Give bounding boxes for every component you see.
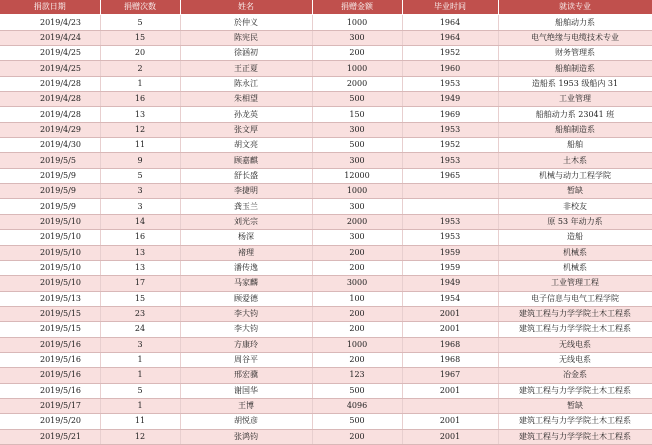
cell-grad-year: 1949 xyxy=(402,92,498,107)
cell-count: 23 xyxy=(100,306,180,321)
cell-date: 2019/5/16 xyxy=(0,383,100,398)
cell-date: 2019/4/29 xyxy=(0,122,100,137)
cell-count: 17 xyxy=(100,276,180,291)
header-count: 捐赠次数 xyxy=(100,0,180,15)
cell-amount: 300 xyxy=(312,153,402,168)
cell-count: 13 xyxy=(100,107,180,122)
cell-grad-year: 1949 xyxy=(402,276,498,291)
table-row xyxy=(0,291,652,306)
cell-date: 2019/5/10 xyxy=(0,230,100,245)
cell-count: 15 xyxy=(100,30,180,45)
table-row xyxy=(0,322,652,337)
cell-grad-year: 2001 xyxy=(402,322,498,337)
cell-major: 船舶 xyxy=(498,138,652,153)
cell-amount: 200 xyxy=(312,260,402,275)
header-major: 就读专业 xyxy=(498,0,652,15)
cell-date: 2019/4/25 xyxy=(0,46,100,61)
table-row xyxy=(0,245,652,260)
cell-major: 机械系 xyxy=(498,245,652,260)
cell-amount: 1000 xyxy=(312,15,402,30)
cell-count: 16 xyxy=(100,230,180,245)
cell-major: 暂缺 xyxy=(498,398,652,413)
cell-major: 土木系 xyxy=(498,153,652,168)
cell-date: 2019/4/28 xyxy=(0,107,100,122)
cell-amount: 200 xyxy=(312,245,402,260)
cell-grad-year: 2001 xyxy=(402,414,498,429)
table-row xyxy=(0,30,652,45)
cell-amount: 300 xyxy=(312,199,402,214)
cell-major: 船舶制造系 xyxy=(498,61,652,76)
cell-grad-year: 1960 xyxy=(402,61,498,76)
cell-count: 1 xyxy=(100,352,180,367)
cell-name: 张鸿钧 xyxy=(180,429,312,444)
cell-count: 3 xyxy=(100,337,180,352)
cell-count: 20 xyxy=(100,46,180,61)
cell-count: 3 xyxy=(100,199,180,214)
cell-grad-year: 2001 xyxy=(402,306,498,321)
cell-major: 冶金系 xyxy=(498,368,652,383)
cell-amount: 200 xyxy=(312,46,402,61)
cell-amount: 4096 xyxy=(312,398,402,413)
cell-amount: 200 xyxy=(312,429,402,444)
cell-grad-year: 1954 xyxy=(402,291,498,306)
cell-grad-year: 1964 xyxy=(402,15,498,30)
cell-amount: 3000 xyxy=(312,276,402,291)
cell-name: 谢国华 xyxy=(180,383,312,398)
cell-major: 建筑工程与力学学院土木工程系 xyxy=(498,383,652,398)
cell-grad-year: 1969 xyxy=(402,107,498,122)
cell-amount: 300 xyxy=(312,122,402,137)
table-row xyxy=(0,107,652,122)
cell-grad-year: 1968 xyxy=(402,352,498,367)
cell-count: 24 xyxy=(100,322,180,337)
cell-name: 李捷明 xyxy=(180,184,312,199)
header-row xyxy=(0,0,652,15)
table-row xyxy=(0,46,652,61)
cell-amount: 1000 xyxy=(312,184,402,199)
cell-grad-year xyxy=(402,398,498,413)
cell-name: 陈宪民 xyxy=(180,30,312,45)
table-row xyxy=(0,260,652,275)
cell-name: 李大钧 xyxy=(180,306,312,321)
cell-date: 2019/4/30 xyxy=(0,138,100,153)
cell-count: 12 xyxy=(100,429,180,444)
table-row xyxy=(0,429,652,444)
cell-date: 2019/5/10 xyxy=(0,245,100,260)
cell-grad-year: 1959 xyxy=(402,260,498,275)
cell-name: 龚玉兰 xyxy=(180,199,312,214)
cell-name: 周谷平 xyxy=(180,352,312,367)
cell-count: 9 xyxy=(100,153,180,168)
cell-grad-year: 1965 xyxy=(402,168,498,183)
table-row xyxy=(0,306,652,321)
cell-grad-year: 2001 xyxy=(402,383,498,398)
table-row xyxy=(0,276,652,291)
cell-name: 马家麟 xyxy=(180,276,312,291)
cell-date: 2019/4/23 xyxy=(0,15,100,30)
cell-name: 於仲义 xyxy=(180,15,312,30)
cell-amount: 300 xyxy=(312,230,402,245)
table-row xyxy=(0,122,652,137)
cell-count: 12 xyxy=(100,122,180,137)
cell-grad-year: 1953 xyxy=(402,76,498,91)
cell-date: 2019/5/10 xyxy=(0,214,100,229)
cell-grad-year: 1953 xyxy=(402,153,498,168)
cell-major: 电气绝缘与电缆技术专业 xyxy=(498,30,652,45)
cell-date: 2019/4/25 xyxy=(0,61,100,76)
cell-major: 建筑工程与力学学院土木工程系 xyxy=(498,322,652,337)
cell-amount: 150 xyxy=(312,107,402,122)
cell-name: 褚理 xyxy=(180,245,312,260)
cell-date: 2019/5/15 xyxy=(0,322,100,337)
cell-amount: 1000 xyxy=(312,337,402,352)
cell-count: 1 xyxy=(100,368,180,383)
cell-major: 船舶动力系 23041 班 xyxy=(498,107,652,122)
table-row xyxy=(0,76,652,91)
table-row xyxy=(0,383,652,398)
cell-date: 2019/5/20 xyxy=(0,414,100,429)
cell-name: 潘传逸 xyxy=(180,260,312,275)
cell-name: 徐涵初 xyxy=(180,46,312,61)
cell-grad-year: 1953 xyxy=(402,230,498,245)
cell-count: 15 xyxy=(100,291,180,306)
cell-major: 造船 xyxy=(498,230,652,245)
cell-major: 工业管理工程 xyxy=(498,276,652,291)
cell-date: 2019/4/28 xyxy=(0,92,100,107)
cell-name: 顾爱德 xyxy=(180,291,312,306)
cell-major: 建筑工程与力学学院土木工程系 xyxy=(498,306,652,321)
cell-amount: 2000 xyxy=(312,76,402,91)
cell-count: 5 xyxy=(100,383,180,398)
cell-date: 2019/5/10 xyxy=(0,260,100,275)
cell-name: 朱相望 xyxy=(180,92,312,107)
table-row xyxy=(0,230,652,245)
cell-amount: 300 xyxy=(312,30,402,45)
cell-amount: 123 xyxy=(312,368,402,383)
cell-date: 2019/5/21 xyxy=(0,429,100,444)
cell-major: 无线电系 xyxy=(498,352,652,367)
cell-major: 机械系 xyxy=(498,260,652,275)
cell-name: 王正夏 xyxy=(180,61,312,76)
table-row xyxy=(0,214,652,229)
table-row xyxy=(0,184,652,199)
cell-count: 1 xyxy=(100,398,180,413)
cell-date: 2019/5/9 xyxy=(0,168,100,183)
cell-major: 原 53 年动力系 xyxy=(498,214,652,229)
cell-grad-year: 1952 xyxy=(402,138,498,153)
cell-amount: 500 xyxy=(312,138,402,153)
cell-amount: 200 xyxy=(312,352,402,367)
cell-grad-year: 1964 xyxy=(402,30,498,45)
cell-major: 财务管理系 xyxy=(498,46,652,61)
cell-grad-year: 2001 xyxy=(402,429,498,444)
cell-amount: 2000 xyxy=(312,214,402,229)
cell-major: 建筑工程与力学学院土木工程系 xyxy=(498,414,652,429)
table-row xyxy=(0,92,652,107)
table-row xyxy=(0,368,652,383)
cell-count: 13 xyxy=(100,245,180,260)
cell-name: 陈永江 xyxy=(180,76,312,91)
table-row xyxy=(0,61,652,76)
cell-major: 工业管理 xyxy=(498,92,652,107)
cell-date: 2019/5/5 xyxy=(0,153,100,168)
cell-date: 2019/5/9 xyxy=(0,199,100,214)
cell-major: 暂缺 xyxy=(498,184,652,199)
cell-date: 2019/5/16 xyxy=(0,352,100,367)
header-name: 姓名 xyxy=(180,0,312,15)
cell-date: 2019/5/13 xyxy=(0,291,100,306)
cell-count: 16 xyxy=(100,92,180,107)
cell-count: 2 xyxy=(100,61,180,76)
cell-major: 非校友 xyxy=(498,199,652,214)
cell-date: 2019/5/9 xyxy=(0,184,100,199)
cell-amount: 200 xyxy=(312,322,402,337)
header-amount: 捐赠金额 xyxy=(312,0,402,15)
cell-date: 2019/5/16 xyxy=(0,368,100,383)
cell-count: 11 xyxy=(100,414,180,429)
table-row xyxy=(0,199,652,214)
cell-name: 杨深 xyxy=(180,230,312,245)
cell-count: 11 xyxy=(100,138,180,153)
cell-name: 王博 xyxy=(180,398,312,413)
table-row xyxy=(0,352,652,367)
cell-count: 5 xyxy=(100,15,180,30)
cell-grad-year: 1968 xyxy=(402,337,498,352)
cell-grad-year: 1967 xyxy=(402,368,498,383)
cell-name: 邢宏骥 xyxy=(180,368,312,383)
cell-grad-year: 1952 xyxy=(402,46,498,61)
table-row xyxy=(0,168,652,183)
cell-amount: 200 xyxy=(312,306,402,321)
cell-amount: 100 xyxy=(312,291,402,306)
cell-amount: 12000 xyxy=(312,168,402,183)
cell-major: 造船系 1953 级船内 31 xyxy=(498,76,652,91)
cell-count: 3 xyxy=(100,184,180,199)
cell-date: 2019/4/28 xyxy=(0,76,100,91)
table-row xyxy=(0,138,652,153)
cell-date: 2019/5/17 xyxy=(0,398,100,413)
cell-name: 方康玲 xyxy=(180,337,312,352)
cell-grad-year xyxy=(402,199,498,214)
cell-date: 2019/5/15 xyxy=(0,306,100,321)
cell-name: 孙龙英 xyxy=(180,107,312,122)
cell-major: 建筑工程与力学学院土木工程系 xyxy=(498,429,652,444)
cell-date: 2019/5/10 xyxy=(0,276,100,291)
cell-date: 2019/4/24 xyxy=(0,30,100,45)
cell-major: 船舶制造系 xyxy=(498,122,652,137)
cell-name: 李大钧 xyxy=(180,322,312,337)
cell-major: 电子信息与电气工程学院 xyxy=(498,291,652,306)
cell-major: 无线电系 xyxy=(498,337,652,352)
cell-name: 张文厚 xyxy=(180,122,312,137)
cell-name: 舒长盛 xyxy=(180,168,312,183)
cell-count: 5 xyxy=(100,168,180,183)
cell-name: 顾嘉麒 xyxy=(180,153,312,168)
cell-name: 胡文亮 xyxy=(180,138,312,153)
cell-count: 13 xyxy=(100,260,180,275)
table-row xyxy=(0,15,652,30)
cell-major: 机械与动力工程学院 xyxy=(498,168,652,183)
cell-amount: 500 xyxy=(312,383,402,398)
table-row xyxy=(0,337,652,352)
cell-amount: 500 xyxy=(312,414,402,429)
cell-amount: 500 xyxy=(312,92,402,107)
cell-count: 14 xyxy=(100,214,180,229)
cell-major: 船舶动力系 xyxy=(498,15,652,30)
cell-date: 2019/5/16 xyxy=(0,337,100,352)
cell-name: 刘光宗 xyxy=(180,214,312,229)
table-row xyxy=(0,414,652,429)
cell-grad-year: 1953 xyxy=(402,214,498,229)
cell-count: 1 xyxy=(100,76,180,91)
table-row xyxy=(0,153,652,168)
cell-name: 胡悦彦 xyxy=(180,414,312,429)
table-row xyxy=(0,398,652,413)
cell-grad-year: 1959 xyxy=(402,245,498,260)
cell-grad-year xyxy=(402,184,498,199)
cell-amount: 1000 xyxy=(312,61,402,76)
cell-grad-year: 1953 xyxy=(402,122,498,137)
header-grad-year: 毕业时间 xyxy=(402,0,498,15)
header-date: 捐款日期 xyxy=(0,0,100,15)
